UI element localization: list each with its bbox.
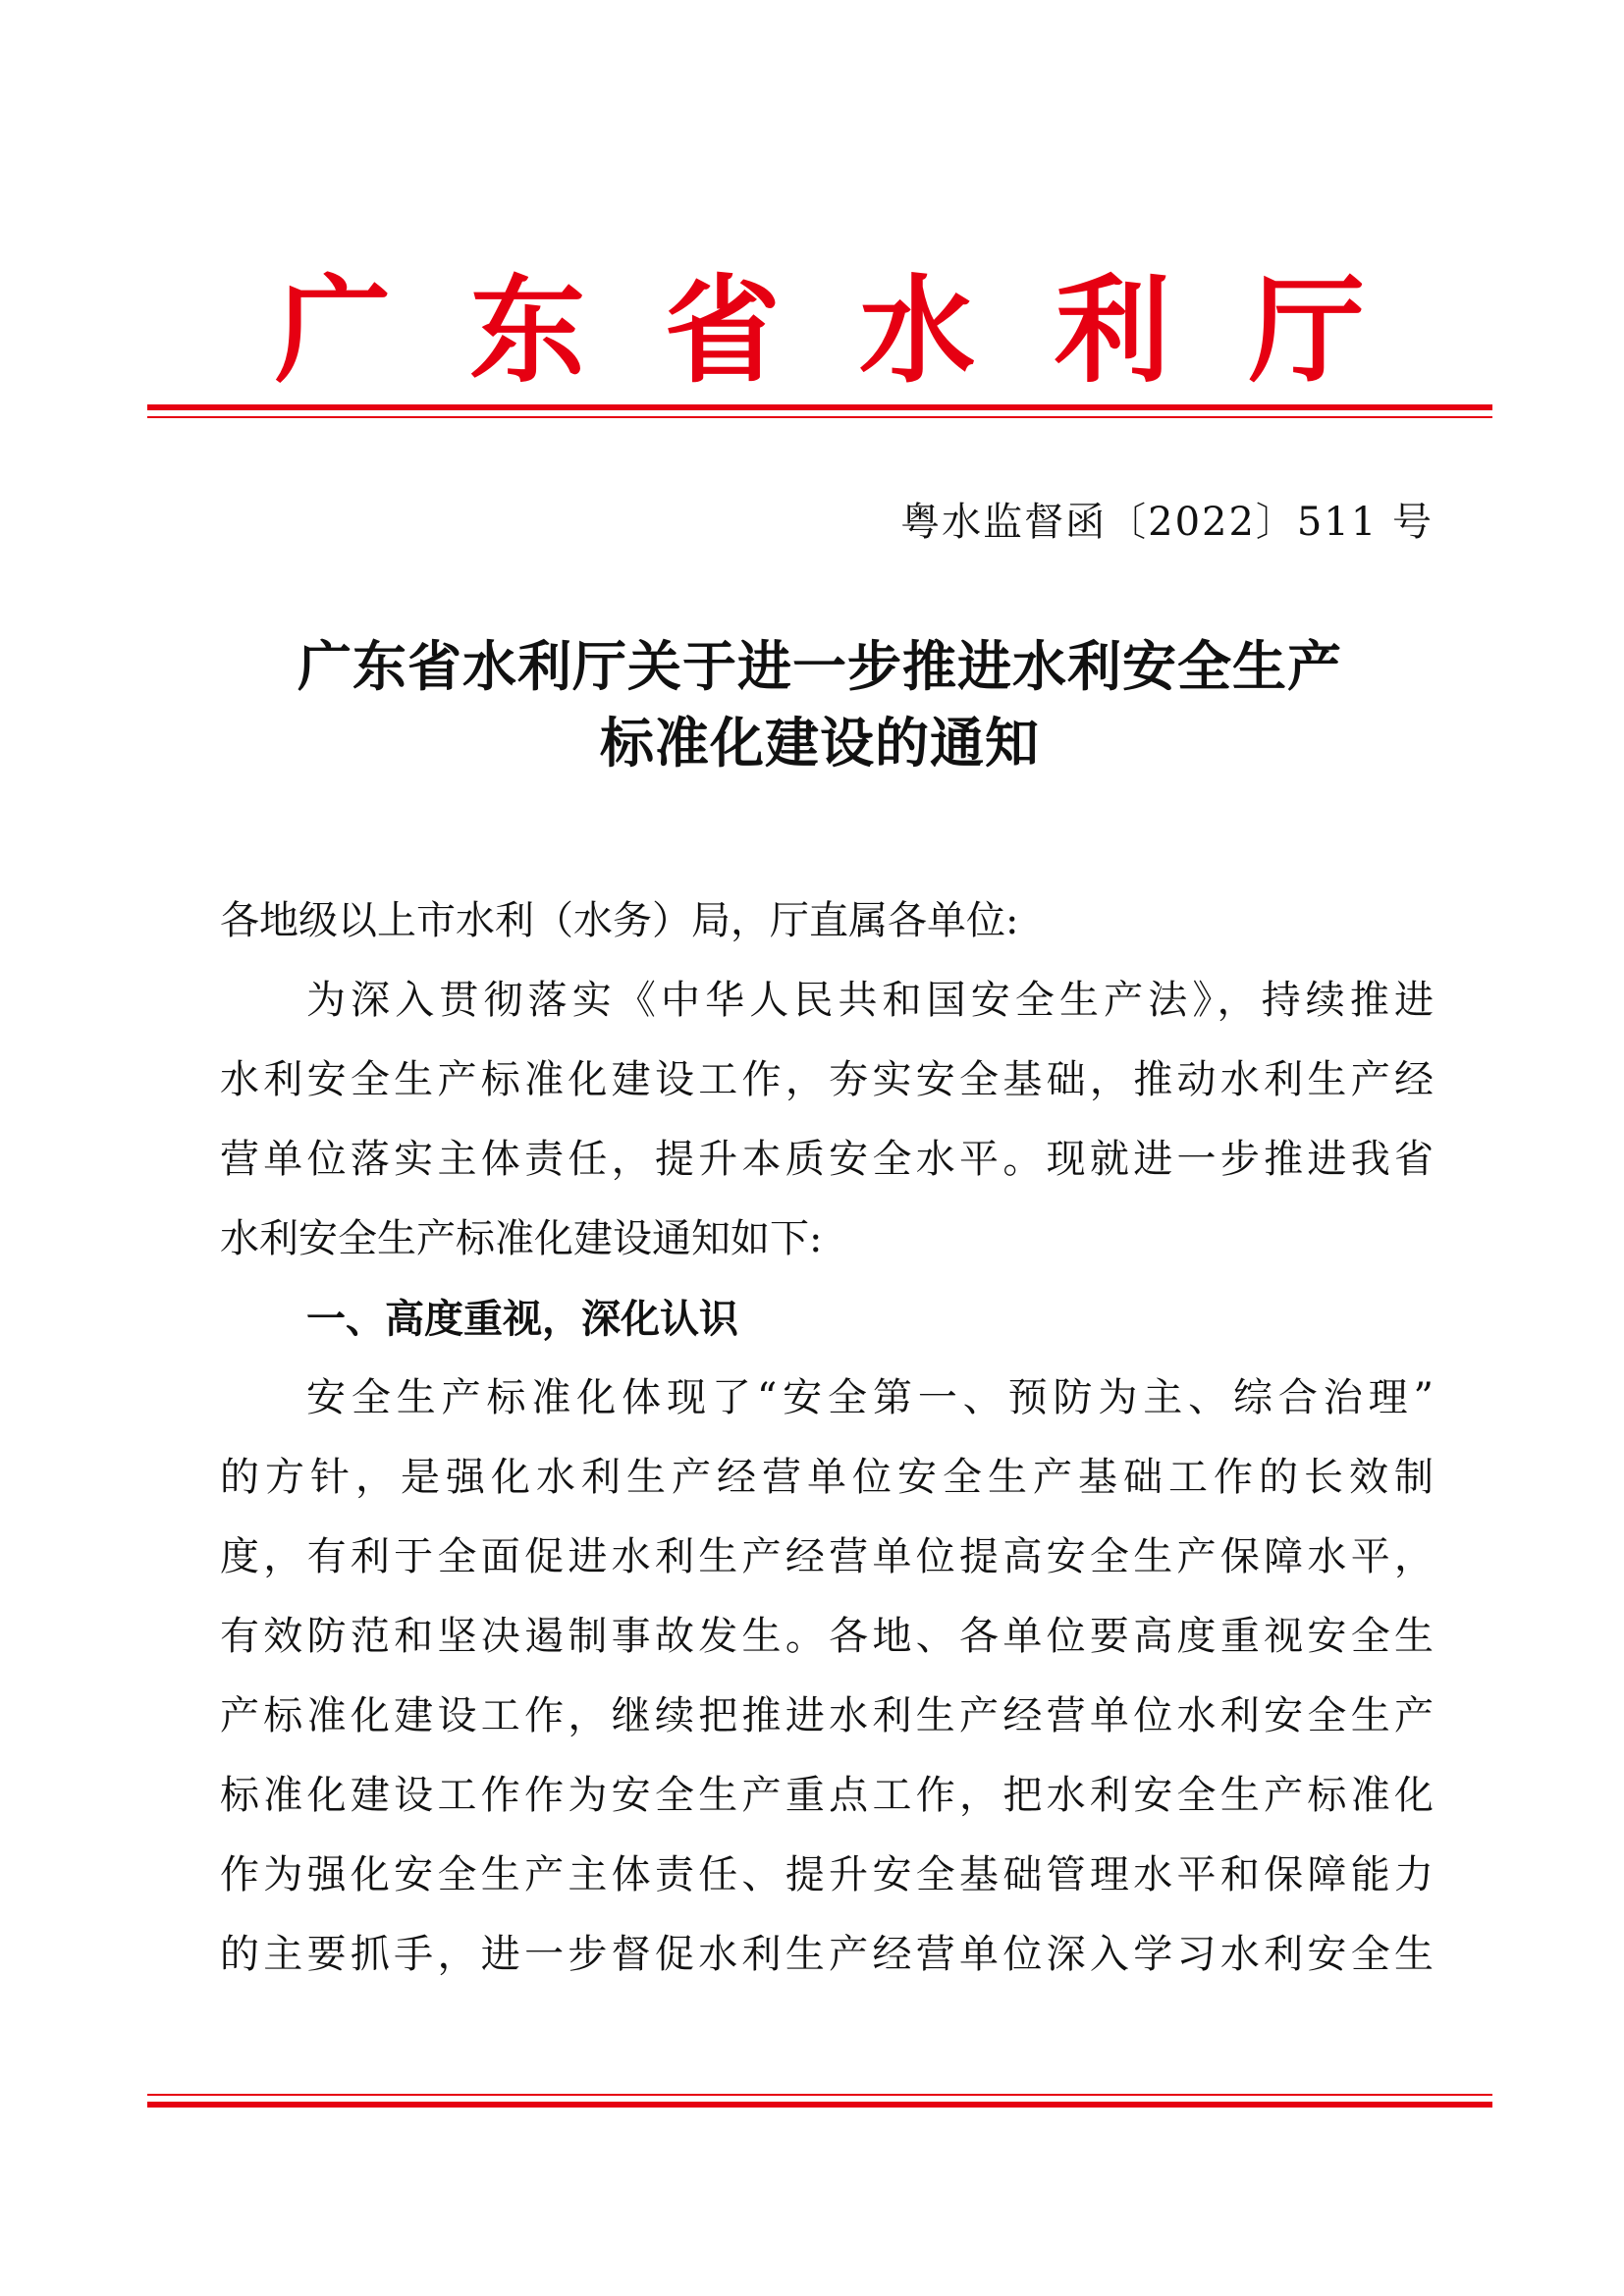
masthead	[147, 257, 1492, 404]
masthead-char: 省	[664, 262, 781, 399]
body-line: 水利安全生产标准化建设通知如下:	[220, 1216, 823, 1261]
title-line: 广东省水利厅关于进一步推进水利安全生产	[297, 634, 1342, 698]
title-line: 标准化建设的通知	[599, 711, 1040, 774]
body-line: 产标准化建设工作，继续把推进水利生产经营单位水利安全生产	[220, 1693, 1434, 1738]
document-body	[220, 881, 1434, 1995]
header-rule-thick	[147, 404, 1492, 410]
masthead-char: 广	[275, 262, 392, 399]
document-number: 粤水监督函〔2022〕511 号	[900, 500, 1434, 545]
body-line: 标准化建设工作作为安全生产重点工作，把水利安全生产标准化	[220, 1773, 1434, 1818]
salutation: 各地级以上市水利（水务）局，厅直属各单位:	[220, 898, 1019, 943]
masthead-char: 厅	[1248, 262, 1365, 399]
masthead-char: 利	[1054, 262, 1170, 399]
header-rule-thin	[147, 416, 1492, 418]
body-line: 营单位落实主体责任，提升本质安全水平。现就进一步推进我省	[220, 1137, 1434, 1182]
masthead-char: 水	[859, 262, 976, 399]
body-line: 的主要抓手，进一步督促水利生产经营单位深入学习水利安全生	[220, 1932, 1434, 1977]
section-heading: 一、高度重视，深化认识	[306, 1296, 738, 1342]
masthead-char: 东	[469, 262, 586, 399]
body-line: 安全生产标准化体现了“安全第一、预防为主、综合治理”	[306, 1375, 1434, 1420]
footer-rule-thin	[147, 2094, 1492, 2096]
body-line: 度，有利于全面促进水利生产经营单位提高安全生产保障水平，	[220, 1534, 1434, 1579]
body-line: 的方针，是强化水利生产经营单位安全生产基础工作的长效制	[220, 1455, 1434, 1500]
body-line: 有效防范和坚决遏制事故发生。各地、各单位要高度重视安全生	[220, 1614, 1434, 1659]
body-line: 水利安全生产标准化建设工作，夯实安全基础，推动水利生产经	[220, 1057, 1434, 1102]
document-title	[147, 628, 1492, 781]
footer-rule-thick	[147, 2102, 1492, 2108]
body-line: 作为强化安全生产主体责任、提升安全基础管理水平和保障能力	[220, 1852, 1434, 1897]
body-line: 为深入贯彻落实《中华人民共和国安全生产法》，持续推进	[306, 978, 1434, 1023]
